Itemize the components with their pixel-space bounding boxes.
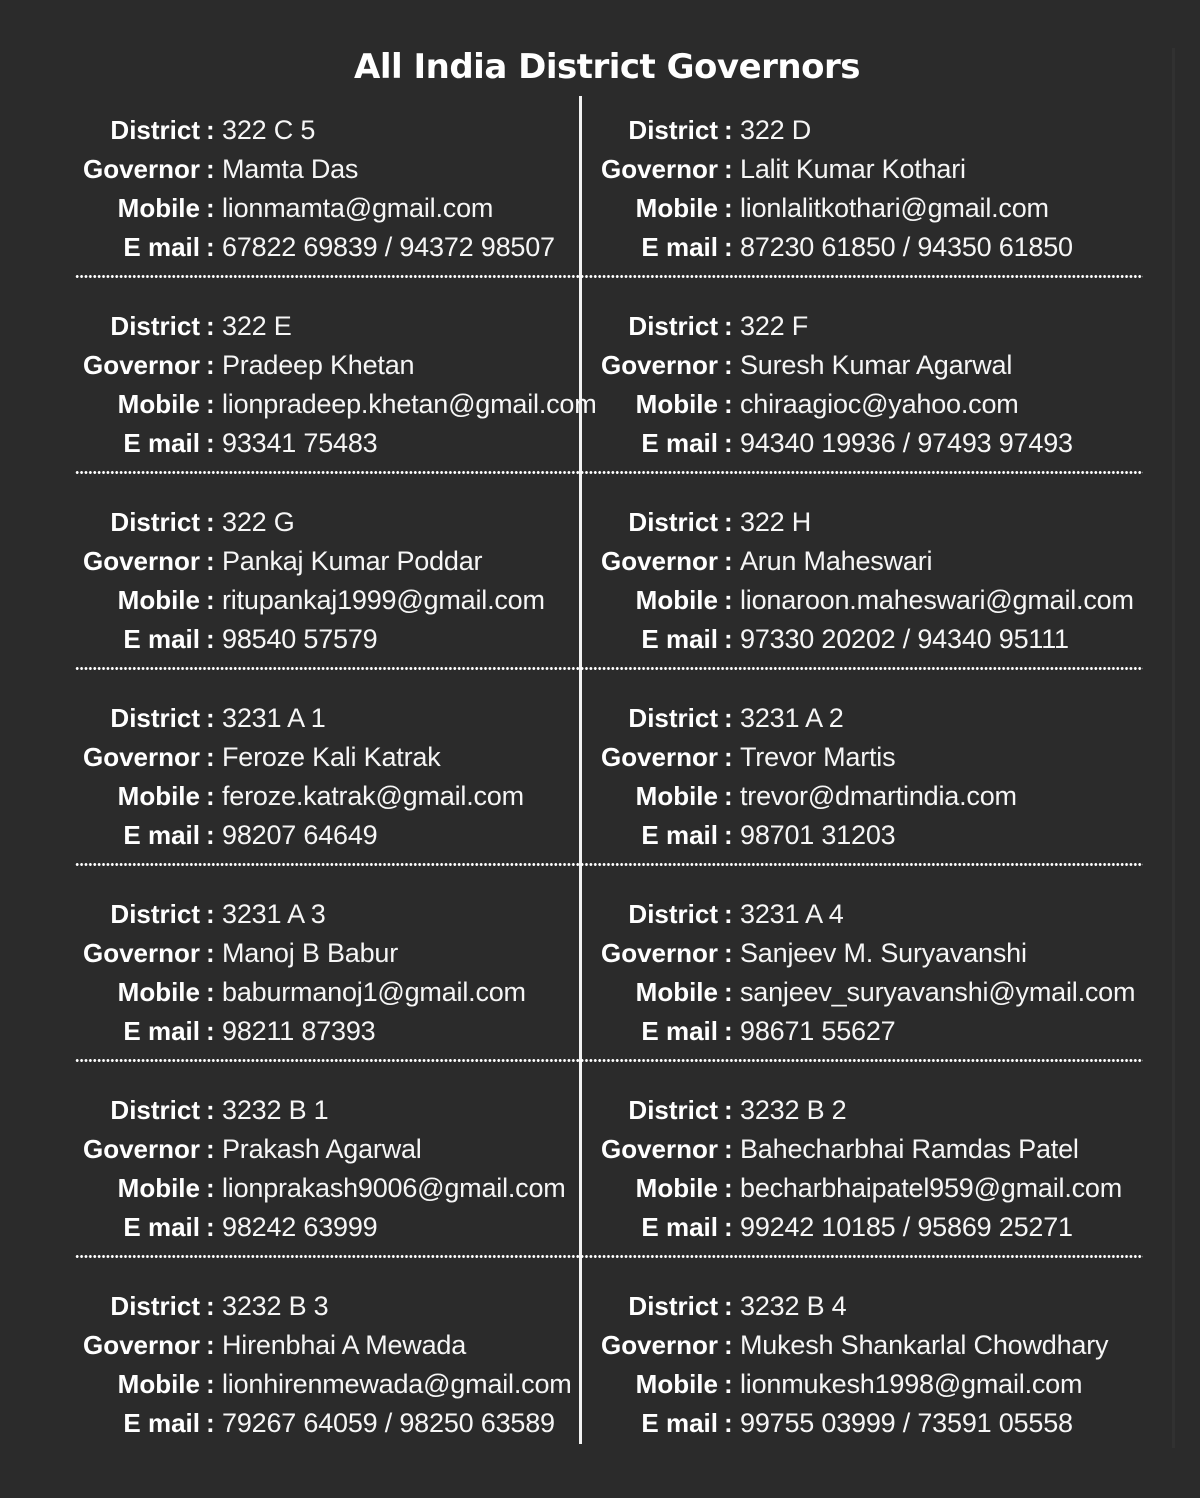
district-value: 322 H <box>740 507 812 537</box>
governor-label: Governor <box>82 1134 200 1164</box>
email-label: E mail <box>123 1016 200 1046</box>
governor-label: Governor <box>82 742 200 772</box>
colon: : <box>724 428 733 458</box>
mobile-label: Mobile <box>117 1173 200 1203</box>
colon: : <box>724 1173 733 1203</box>
colon: : <box>724 311 733 341</box>
email-label: E mail <box>123 1408 200 1438</box>
colon: : <box>206 546 215 576</box>
mobile-label: Mobile <box>635 1173 718 1203</box>
email-value: 98211 87393 <box>222 1016 376 1046</box>
colon: : <box>724 781 733 811</box>
colon: : <box>206 428 215 458</box>
colon: : <box>724 703 733 733</box>
mobile-label: Mobile <box>635 977 718 1007</box>
mobile-label: Mobile <box>117 389 200 419</box>
colon: : <box>206 193 215 223</box>
email-label: E mail <box>641 1408 718 1438</box>
mobile-value: lionprakash9006@gmail.com <box>222 1173 566 1203</box>
colon: : <box>724 742 733 772</box>
email-label: E mail <box>123 820 200 850</box>
district-value: 322 G <box>222 507 295 537</box>
mobile-value: trevor@dmartindia.com <box>740 781 1017 811</box>
email-value: 94340 19936 / 97493 97493 <box>740 428 1073 458</box>
mobile-value: becharbhaipatel959@gmail.com <box>740 1173 1123 1203</box>
colon: : <box>724 389 733 419</box>
mobile-label: Mobile <box>635 193 718 223</box>
governor-label: Governor <box>600 742 718 772</box>
district-label: District <box>628 115 718 145</box>
colon: : <box>206 507 215 537</box>
mobile-value: feroze.katrak@gmail.com <box>222 781 524 811</box>
governor-name: Hirenbhai A Mewada <box>222 1330 467 1360</box>
dotted-separator <box>75 667 1143 670</box>
dotted-separator <box>75 471 1143 474</box>
governor-label: Governor <box>600 546 718 576</box>
colon: : <box>206 1173 215 1203</box>
district-label: District <box>628 1095 718 1125</box>
colon: : <box>206 703 215 733</box>
governor-label: Governor <box>82 1330 200 1360</box>
district-label: District <box>628 311 718 341</box>
colon: : <box>206 1095 215 1125</box>
right-edge-line <box>1172 48 1175 1448</box>
dotted-separator <box>75 1059 1143 1062</box>
email-label: E mail <box>123 624 200 654</box>
page-title: All India District Governors <box>354 47 860 87</box>
district-label: District <box>628 1291 718 1321</box>
colon: : <box>724 1016 733 1046</box>
district-value: 3231 A 4 <box>740 899 844 929</box>
email-value: 99242 10185 / 95869 25271 <box>740 1212 1073 1242</box>
mobile-label: Mobile <box>117 193 200 223</box>
colon: : <box>206 1369 215 1399</box>
colon: : <box>724 624 733 654</box>
colon: : <box>724 820 733 850</box>
colon: : <box>724 115 733 145</box>
colon: : <box>724 1095 733 1125</box>
governor-label: Governor <box>600 154 718 184</box>
colon: : <box>724 232 733 262</box>
colon: : <box>206 624 215 654</box>
mobile-label: Mobile <box>117 781 200 811</box>
mobile-label: Mobile <box>117 585 200 615</box>
colon: : <box>724 977 733 1007</box>
colon: : <box>724 1291 733 1321</box>
colon: : <box>206 154 215 184</box>
governor-name: Feroze Kali Katrak <box>222 742 441 772</box>
colon: : <box>206 1291 215 1321</box>
email-label: E mail <box>641 820 718 850</box>
governor-name: Prakash Agarwal <box>222 1134 422 1164</box>
district-label: District <box>110 899 200 929</box>
mobile-value: lionmukesh1998@gmail.com <box>740 1369 1083 1399</box>
governor-name: Mamta Das <box>222 154 359 184</box>
district-value: 322 F <box>740 311 809 341</box>
email-value: 67822 69839 / 94372 98507 <box>222 232 555 262</box>
email-value: 98671 55627 <box>740 1016 896 1046</box>
district-value: 322 E <box>222 311 292 341</box>
district-label: District <box>110 703 200 733</box>
governor-name: Pankaj Kumar Poddar <box>222 546 483 576</box>
mobile-value: chiraagioc@yahoo.com <box>740 389 1019 419</box>
governor-name: Manoj B Babur <box>222 938 398 968</box>
colon: : <box>206 938 215 968</box>
district-label: District <box>110 115 200 145</box>
governor-name: Pradeep Khetan <box>222 350 415 380</box>
district-label: District <box>628 703 718 733</box>
district-label: District <box>628 507 718 537</box>
mobile-value: lionpradeep.khetan@gmail.com <box>222 389 597 419</box>
governor-label: Governor <box>82 350 200 380</box>
colon: : <box>724 154 733 184</box>
mobile-value: lionhirenmewada@gmail.com <box>222 1369 572 1399</box>
email-value: 98701 31203 <box>740 820 896 850</box>
mobile-value: lionmamta@gmail.com <box>222 193 494 223</box>
colon: : <box>206 115 215 145</box>
governor-label: Governor <box>600 938 718 968</box>
colon: : <box>206 311 215 341</box>
governor-name: Mukesh Shankarlal Chowdhary <box>740 1330 1109 1360</box>
district-value: 3232 B 3 <box>222 1291 329 1321</box>
colon: : <box>724 1212 733 1242</box>
colon: : <box>206 899 215 929</box>
dotted-separator <box>75 275 1143 278</box>
colon: : <box>206 232 215 262</box>
email-label: E mail <box>123 428 200 458</box>
email-label: E mail <box>641 232 718 262</box>
governor-name: Sanjeev M. Suryavanshi <box>740 938 1027 968</box>
email-value: 97330 20202 / 94340 95111 <box>740 624 1069 654</box>
email-value: 98540 57579 <box>222 624 378 654</box>
mobile-value: lionaroon.maheswari@gmail.com <box>740 585 1134 615</box>
mobile-value: sanjeev_suryavanshi@ymail.com <box>740 977 1136 1007</box>
colon: : <box>724 507 733 537</box>
district-value: 322 D <box>740 115 812 145</box>
dotted-separator <box>75 1255 1143 1258</box>
colon: : <box>206 781 215 811</box>
district-value: 3232 B 1 <box>222 1095 329 1125</box>
colon: : <box>724 1369 733 1399</box>
email-value: 93341 75483 <box>222 428 378 458</box>
mobile-label: Mobile <box>635 389 718 419</box>
email-label: E mail <box>123 1212 200 1242</box>
email-label: E mail <box>641 1016 718 1046</box>
governor-label: Governor <box>82 154 200 184</box>
email-value: 79267 64059 / 98250 63589 <box>222 1408 555 1438</box>
mobile-value: ritupankaj1999@gmail.com <box>222 585 545 615</box>
colon: : <box>206 1330 215 1360</box>
district-label: District <box>110 1291 200 1321</box>
district-label: District <box>628 899 718 929</box>
colon: : <box>724 585 733 615</box>
colon: : <box>206 350 215 380</box>
colon: : <box>724 899 733 929</box>
colon: : <box>724 193 733 223</box>
email-label: E mail <box>123 232 200 262</box>
district-value: 3231 A 2 <box>740 703 844 733</box>
mobile-value: lionlalitkothari@gmail.com <box>740 193 1049 223</box>
mobile-label: Mobile <box>635 781 718 811</box>
governor-label: Governor <box>600 1134 718 1164</box>
governor-name: Suresh Kumar Agarwal <box>740 350 1013 380</box>
district-value: 322 C 5 <box>222 115 316 145</box>
colon: : <box>206 742 215 772</box>
governor-label: Governor <box>600 1330 718 1360</box>
dotted-separator <box>75 863 1143 866</box>
governor-label: Governor <box>600 350 718 380</box>
district-value: 3231 A 1 <box>222 703 326 733</box>
district-label: District <box>110 1095 200 1125</box>
governor-name: Trevor Martis <box>740 742 896 772</box>
governor-name: Bahecharbhai Ramdas Patel <box>740 1134 1079 1164</box>
email-label: E mail <box>641 624 718 654</box>
colon: : <box>206 389 215 419</box>
colon: : <box>206 820 215 850</box>
colon: : <box>724 938 733 968</box>
district-label: District <box>110 507 200 537</box>
colon: : <box>206 585 215 615</box>
email-label: E mail <box>641 428 718 458</box>
colon: : <box>724 1408 733 1438</box>
mobile-label: Mobile <box>635 1369 718 1399</box>
email-value: 87230 61850 / 94350 61850 <box>740 232 1073 262</box>
governor-label: Governor <box>82 546 200 576</box>
mobile-label: Mobile <box>635 585 718 615</box>
mobile-label: Mobile <box>117 1369 200 1399</box>
governor-name: Lalit Kumar Kothari <box>740 154 966 184</box>
mobile-value: baburmanoj1@gmail.com <box>222 977 526 1007</box>
colon: : <box>724 1134 733 1164</box>
colon: : <box>724 546 733 576</box>
mobile-label: Mobile <box>117 977 200 1007</box>
email-value: 98207 64649 <box>222 820 378 850</box>
colon: : <box>206 1212 215 1242</box>
governor-name: Arun Maheswari <box>740 546 933 576</box>
district-value: 3232 B 4 <box>740 1291 847 1321</box>
governor-label: Governor <box>82 938 200 968</box>
email-value: 98242 63999 <box>222 1212 378 1242</box>
email-value: 99755 03999 / 73591 05558 <box>740 1408 1073 1438</box>
district-value: 3232 B 2 <box>740 1095 847 1125</box>
email-label: E mail <box>641 1212 718 1242</box>
colon: : <box>206 1408 215 1438</box>
colon: : <box>206 1134 215 1164</box>
colon: : <box>206 1016 215 1046</box>
colon: : <box>724 350 733 380</box>
district-value: 3231 A 3 <box>222 899 326 929</box>
colon: : <box>724 1330 733 1360</box>
district-label: District <box>110 311 200 341</box>
colon: : <box>206 977 215 1007</box>
